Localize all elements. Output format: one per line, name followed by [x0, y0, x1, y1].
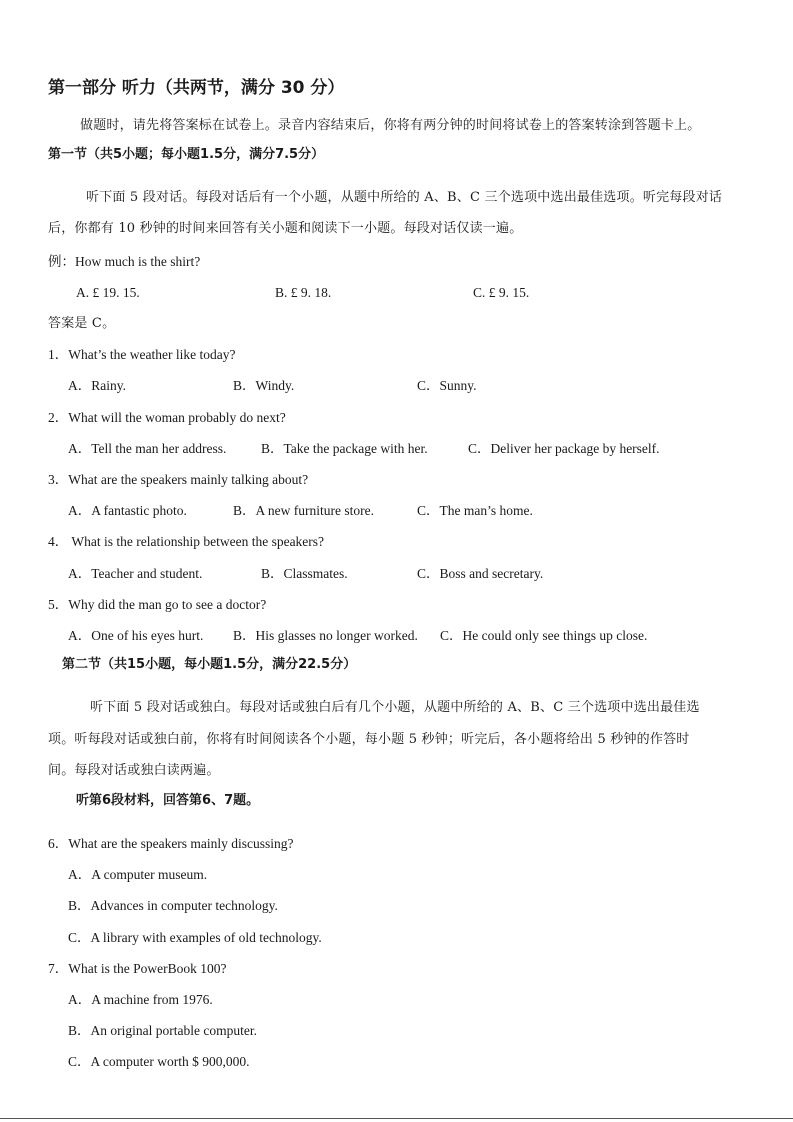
section1-instruction-line2: 后，你都有 10 秒钟的时间来回答有关小题和阅读下一小题。每段对话仅读一遍。 — [48, 221, 523, 236]
section2-instruction-line1: 听下面 5 段对话或独白。每段对话或独白后有几个小题，从题中所给的 A、B、C 三个选项中选出最佳选 — [90, 700, 700, 715]
question-7-option-a: A．A machine from 1976. — [68, 992, 213, 1007]
question-1-option-b: B．Windy. — [233, 378, 295, 393]
example-question: 例：How much is the shirt? — [48, 254, 201, 269]
question-3-option-b: B．A new furniture store. — [233, 503, 374, 518]
example-answer: 答案是 C。 — [48, 316, 116, 331]
question-2-option-c: C．Deliver her package by herself. — [468, 441, 660, 456]
section2-title: 第二节（共15小题，每小题1.5分，满分22.5分） — [62, 657, 357, 672]
question-3-option-a: A．A fantastic photo. — [68, 503, 187, 518]
section2-instruction-line2: 项。听每段对话或独白前，你将有时间阅读各个小题，每小题 5 秒钟；听完后，各小题将给出 5 秒钟的作答时 — [48, 732, 690, 747]
question-3-option-c: C．The man’s home. — [417, 503, 533, 518]
question-5-option-a: A．One of his eyes hurt. — [68, 628, 204, 643]
example-option-b: B. £ 9. 18. — [275, 285, 332, 300]
question-3: 3．What are the speakers mainly talking about? — [48, 472, 309, 487]
question-6-option-b: B．Advances in computer technology. — [68, 898, 278, 913]
intro-text: 做题时，请先将答案标在试卷上。录音内容结束后，你将有两分钟的时间将试卷上的答案转涂到答题卡上。 — [80, 118, 701, 133]
question-4-option-c: C．Boss and secretary. — [417, 566, 544, 581]
question-1: 1．What’s the weather like today? — [48, 347, 236, 362]
question-4-option-a: A．Teacher and student. — [68, 566, 203, 581]
example-option-c: C. £ 9. 15. — [473, 285, 530, 300]
question-2-option-a: A．Tell the man her address. — [68, 441, 227, 456]
question-1-option-c: C．Sunny. — [417, 378, 477, 393]
question-4: 4． What is the relationship between the speakers? — [48, 534, 325, 549]
question-5-option-c: C．He could only see things up close. — [440, 628, 648, 643]
section1-instruction-line1: 听下面 5 段对话。每段对话后有一个小题，从题中所给的 A、B、C 三个选项中选出最佳选项。听完每段对话 — [86, 190, 723, 205]
material-6-title: 听第6段材料，回答第6、7题。 — [76, 793, 260, 808]
example-option-a: A. £ 19. 15. — [76, 285, 140, 300]
question-6-option-c: C．A library with examples of old technology. — [68, 930, 322, 945]
question-1-option-a: A．Rainy. — [68, 378, 126, 393]
bottom-rule — [0, 1118, 793, 1119]
question-6-option-a: A．A computer museum. — [68, 867, 208, 882]
section2-instruction-line3: 间。每段对话或独白读两遍。 — [48, 763, 220, 778]
question-7-option-b: B．An original portable computer. — [68, 1023, 257, 1038]
question-7: 7．What is the PowerBook 100? — [48, 961, 227, 976]
question-7-option-c: C．A computer worth $ 900,000. — [68, 1054, 250, 1069]
question-6: 6．What are the speakers mainly discussing? — [48, 836, 294, 851]
section1-title: 第一节（共5小题；每小题1.5分，满分7.5分） — [48, 147, 325, 162]
question-5: 5．Why did the man go to see a doctor? — [48, 597, 267, 612]
question-2-option-b: B．Take the package with her. — [261, 441, 428, 456]
question-2: 2．What will the woman probably do next? — [48, 410, 286, 425]
question-5-option-b: B．His glasses no longer worked. — [233, 628, 418, 643]
part-title: 第一部分 听力（共两节，满分 30 分） — [48, 78, 345, 98]
question-4-option-b: B．Classmates. — [261, 566, 348, 581]
